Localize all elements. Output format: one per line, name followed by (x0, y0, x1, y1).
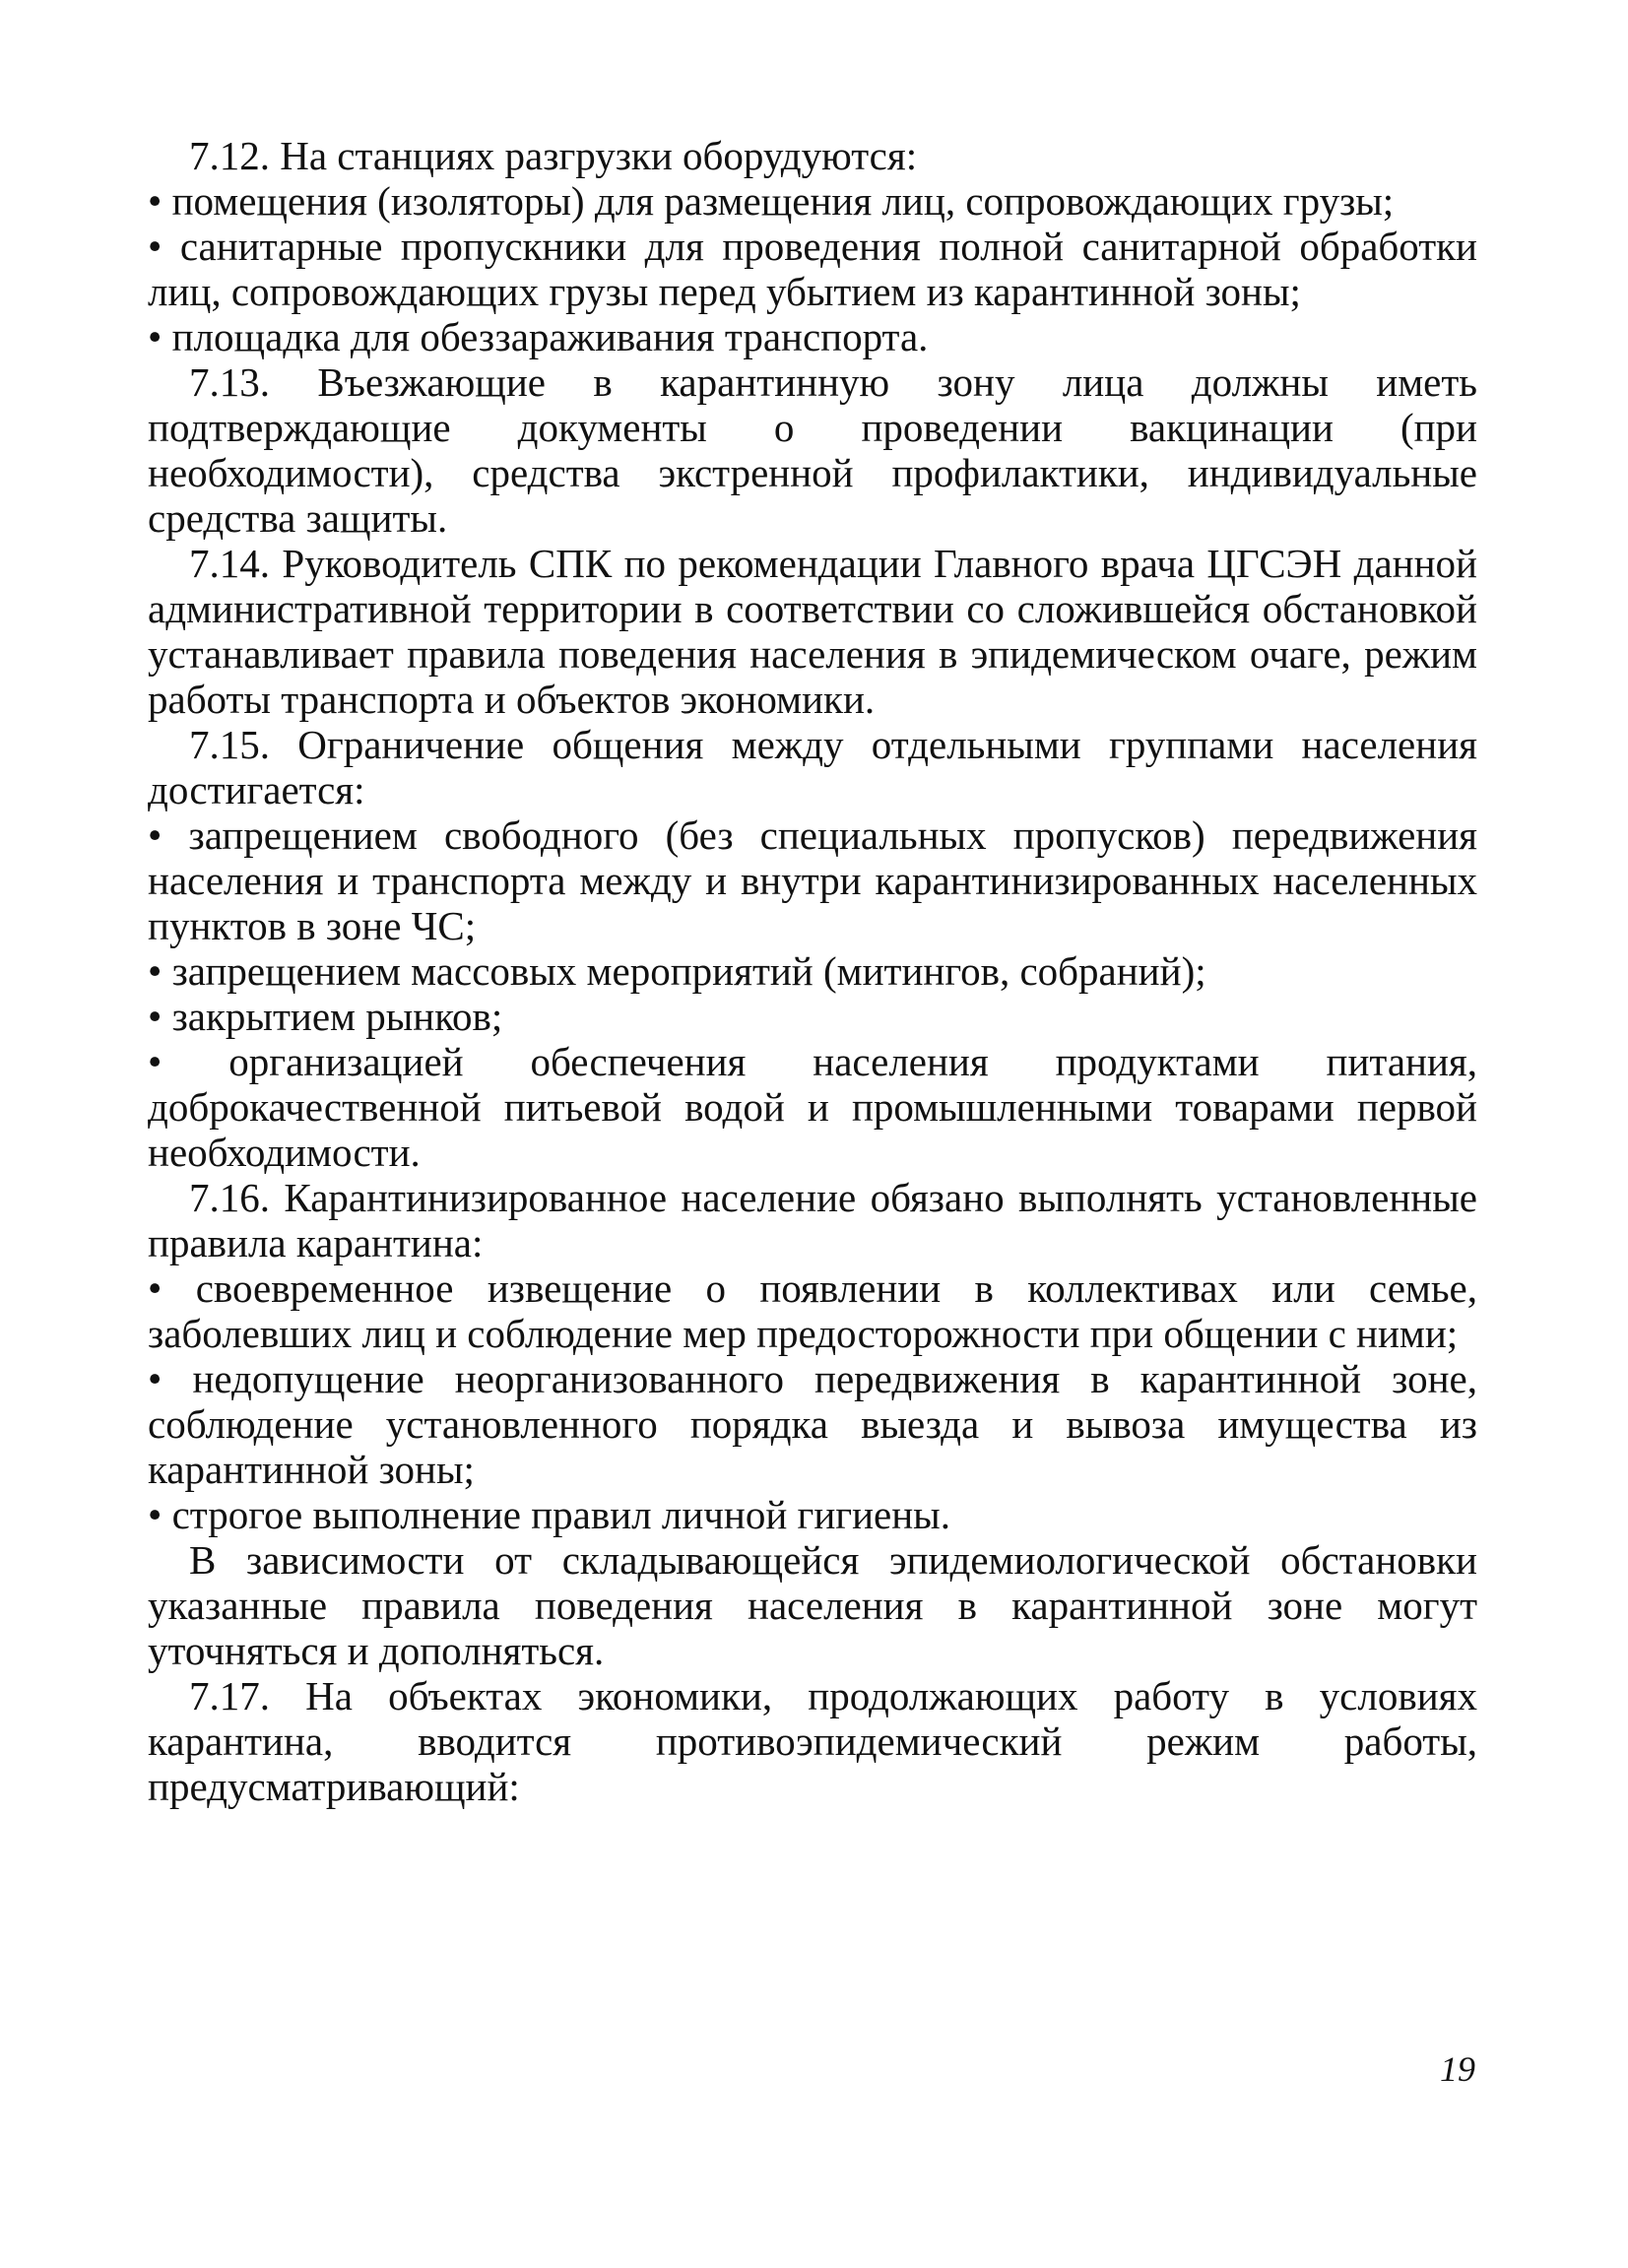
paragraph-7-12: 7.12. На станциях разгрузки оборудуются: (189, 133, 918, 178)
list-item: • недопущение неорганизованного передвижения в карантинной зоне, соблюдение установленного порядка выезда и вывоза имущества из карантинной зоны; (148, 1356, 1477, 1492)
paragraph-7-13: 7.13. Въезжающие в карантинную зону лица должны иметь подтверждающие документы о проведении вакцинации (при необходимости), средства экстренной профилактики, индивидуальные средства защиты. (148, 359, 1477, 541)
list-item: • санитарные пропускники для проведения полной санитарной обработки лиц, сопровождающих грузы перед убытием из карантинной зоны; (148, 224, 1477, 314)
list-item: • помещения (изоляторы) для размещения лиц, сопровождающих грузы; (148, 178, 1477, 224)
document-body (148, 133, 1477, 1809)
list-item: • строгое выполнение правил личной гигиены. (148, 1492, 1477, 1537)
page-number: 19 (1440, 2049, 1475, 2089)
list-item: • запрещением массовых мероприятий (митингов, собраний); (148, 948, 1477, 994)
paragraph-7-17: 7.17. На объектах экономики, продолжающих работу в условиях карантина, вводится противоэпидемический режим работы, предусматривающий: (148, 1673, 1477, 1809)
paragraph-7-16: 7.16. Карантинизированное население обязано выполнять установленные правила карантина: (148, 1175, 1477, 1265)
list-item: • своевременное извещение о появлении в коллективах или семье, заболевших лиц и соблюдение мер предосторожности при общении с ними; (148, 1265, 1477, 1356)
paragraph-7-15: 7.15. Ограничение общения между отдельными группами населения достигается: (148, 722, 1477, 812)
list-item: • запрещением свободного (без специальных пропусков) передвижения населения и транспорта между и внутри карантинизированных населенных пунктов в зоне ЧС; (148, 812, 1477, 948)
paragraph-note: В зависимости от складывающейся эпидемиологической обстановки указанные правила поведения населения в карантинной зоне могут уточняться и дополняться. (148, 1537, 1477, 1673)
list-item: • площадка для обеззараживания транспорта. (148, 314, 1477, 359)
list-item: • закрытием рынков; (148, 994, 1477, 1039)
paragraph-7-14: 7.14. Руководитель СПК по рекомендации Главного врача ЦГСЭН данной административной территории в соответствии со сложившейся обстановкой устанавливает правила поведения населения в эпидемическом очаге, режим работы транспорта и объектов экономики. (148, 541, 1477, 722)
list-item: • организацией обеспечения населения продуктами питания, доброкачественной питьевой водой и промышленными товарами первой необходимости. (148, 1039, 1477, 1175)
